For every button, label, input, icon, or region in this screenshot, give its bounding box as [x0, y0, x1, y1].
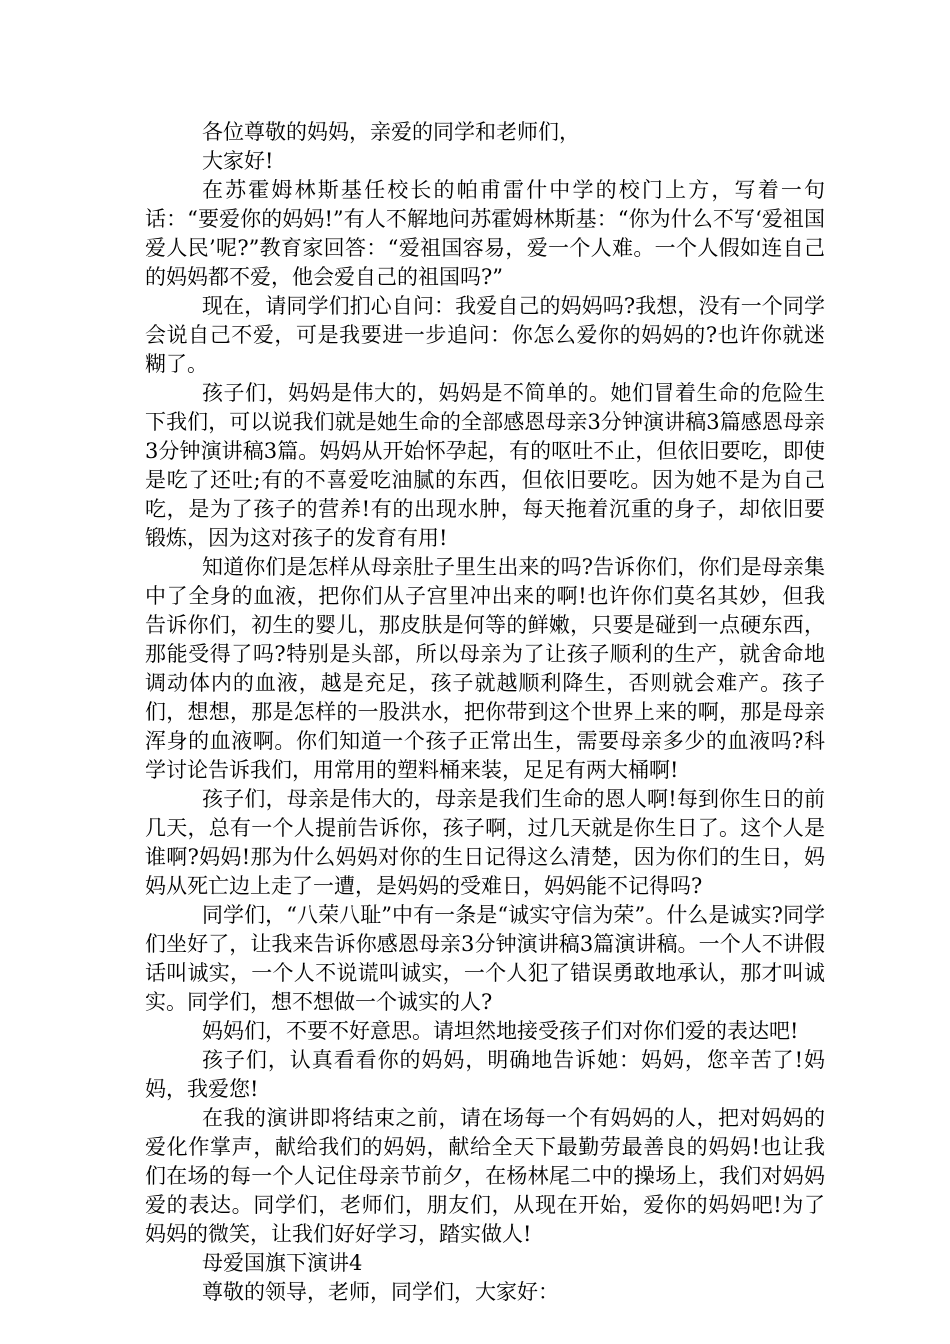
body-paragraph: 妈妈们，不要不好意思。请坦然地接受孩子们对你们爱的表达吧! [202, 1019, 799, 1043]
greeting-paragraph: 各位尊敬的妈妈，亲爱的同学和老师们， [202, 120, 580, 144]
salutation-paragraph: 大家好! [202, 149, 274, 173]
body-paragraph: 在苏霍姆林斯基任校长的帕甫雷什中学的校门上方，写着一句话：“要爱你的妈妈!”有人不解地问苏霍姆林斯基：“你为什么不写‘爱祖国爱人民’呢?”教育家回答：“爱祖国容易，爱一个人难。一个人假如连自己的妈妈都不爱，他会爱自己的祖国吗?” [145, 178, 825, 289]
body-paragraph: 孩子们，母亲是伟大的，母亲是我们生命的恩人啊!每到你生日的前几天，总有一个人提前告诉你，孩子啊，过几天就是你生日了。这个人是谁啊?妈妈!那为什么妈妈对你的生日记得这么清楚，因为你们的生日，妈妈从死亡边上走了一遭，是妈妈的受难日，妈妈能不记得吗? [145, 787, 825, 898]
body-paragraph: 孩子们，认真看看你的妈妈，明确地告诉她：妈妈，您辛苦了!妈妈，我爱您! [145, 1048, 825, 1101]
body-paragraph: 现在，请同学们扪心自问：我爱自己的妈妈吗?我想，没有一个同学会说自己不爱，可是我要进一步追问：你怎么爱你的妈妈的?也许你就迷糊了。 [145, 294, 825, 376]
section-title: 母爱国旗下演讲4 [202, 1251, 363, 1275]
body-paragraph: 知道你们是怎样从母亲肚子里生出来的吗?告诉你们，你们是母亲集中了全身的血液，把你们从子宫里冲出来的啊!也许你们莫名其妙，但我告诉你们，初生的婴儿，那皮肤是何等的鲜嫩，只要是碰到一点硬东西，那能受得了吗?特别是头部，所以母亲为了让孩子顺利的生产，就舍命地调动体内的血液，越是充足，孩子就越顺利降生，否则就会难产。孩子们，想想，那是怎样的一股洪水，把你带到这个世界上来的啊，那是母亲浑身的血液啊。你们知道一个孩子正常出生，需要母亲多少的血液吗?科学讨论告诉我们，用常用的塑料桶来装，足足有两大桶啊! [145, 555, 825, 782]
body-paragraph: 同学们，“八荣八耻”中有一条是“诚实守信为荣”。什么是诚实?同学们坐好了，让我来告诉你感恩母亲3分钟演讲稿3篇演讲稿。一个人不讲假话叫诚实，一个人不说谎叫诚实，一个人犯了错误勇敢地承认，那才叫诚实。同学们，想不想做一个诚实的人? [145, 903, 825, 1014]
section-greeting: 尊敬的领导，老师，同学们，大家好： [202, 1280, 559, 1304]
document-body [145, 118, 825, 1307]
body-paragraph: 在我的演讲即将结束之前，请在场每一个有妈妈的人，把对妈妈的爱化作掌声，献给我们的妈妈，献给全天下最勤劳最善良的妈妈!也让我们在场的每一个人记住母亲节前夕，在杨林尾二中的操场上，我们对妈妈爱的表达。同学们，老师们，朋友们，从现在开始，爱你的妈妈吧!为了妈妈的微笑，让我们好好学习，踏实做人! [145, 1106, 825, 1246]
body-paragraph: 孩子们，妈妈是伟大的，妈妈是不简单的。她们冒着生命的危险生下我们，可以说我们就是她生命的全部感恩母亲3分钟演讲稿3篇感恩母亲3分钟演讲稿3篇。妈妈从开始怀孕起，有的呕吐不止，但依旧要吃，即使是吃了还吐;有的不喜爱吃油腻的东西，但依旧要吃。因为她不是为自己吃，是为了孩子的营养!有的出现水肿，每天拖着沉重的身子，却依旧要锻炼，因为这对孩子的发育有用! [145, 381, 825, 550]
